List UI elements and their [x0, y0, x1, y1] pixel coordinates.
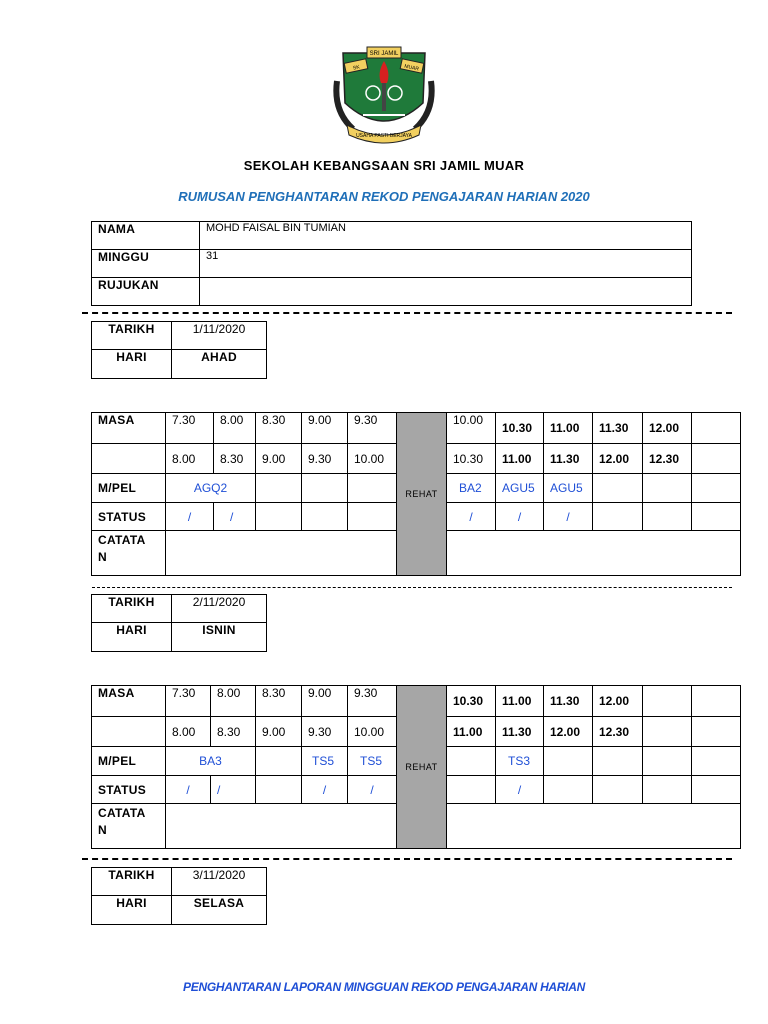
status-mark: / — [348, 776, 397, 804]
subject-cell: AGU5 — [496, 474, 544, 503]
time-end: 12.00 — [593, 444, 643, 474]
empty-cell — [692, 717, 741, 747]
logo-text-bottom: USAHA PASTI BERJAYA — [356, 133, 412, 139]
empty-cell — [643, 686, 692, 717]
time-start: 11.30 — [544, 686, 593, 717]
time-start: 12.00 — [643, 413, 692, 444]
time-start: 8.00 — [211, 686, 256, 717]
time-start: 8.00 — [214, 413, 256, 444]
empty-cell — [692, 776, 741, 804]
time-end: 10.30 — [447, 444, 496, 474]
status-mark: / — [214, 503, 256, 531]
empty-cell — [692, 413, 741, 444]
time-start: 12.00 — [593, 686, 643, 717]
time-end: 11.30 — [544, 444, 593, 474]
day2-date-table — [91, 594, 267, 652]
catatan-label: CATATA N — [92, 804, 166, 849]
empty-cell — [643, 474, 692, 503]
day3-date-table — [91, 867, 267, 925]
time-start: 9.30 — [348, 686, 397, 717]
empty-cell — [256, 474, 302, 503]
time-end: 8.00 — [166, 717, 211, 747]
empty-cell — [692, 503, 741, 531]
status-mark: / — [211, 776, 256, 804]
empty-cell — [256, 503, 302, 531]
day2-hari-value: ISNIN — [172, 623, 267, 652]
empty-cell — [643, 747, 692, 776]
mpel-label: M/PEL — [92, 747, 166, 776]
time-end: 11.00 — [496, 444, 544, 474]
logo-text-left: SK — [352, 64, 361, 72]
separator-line — [82, 858, 732, 860]
time-start: 9.00 — [302, 413, 348, 444]
empty-cell — [692, 686, 741, 717]
status-mark: / — [302, 776, 348, 804]
empty-cell — [544, 776, 593, 804]
time-end: 9.30 — [302, 444, 348, 474]
empty-cell — [643, 717, 692, 747]
masa-label: MASA — [92, 413, 166, 444]
day1-schedule-table — [91, 412, 741, 576]
masa-blank — [92, 444, 166, 474]
time-start: 10.30 — [447, 686, 496, 717]
empty-cell — [643, 503, 692, 531]
footer-title: PENGHANTARAN LAPORAN MINGGUAN REKOD PENGAJARAN HARIAN — [183, 980, 585, 994]
logo-text-top: SRI JAMIL — [369, 51, 399, 57]
info-table — [91, 221, 692, 306]
day1-date-table — [91, 321, 267, 379]
empty-cell — [692, 444, 741, 474]
minggu-label: MINGGU — [92, 250, 200, 278]
time-start: 10.00 — [447, 413, 496, 444]
subject-cell: BA2 — [447, 474, 496, 503]
hari-label: HARI — [92, 350, 172, 379]
tarikh-label: TARIKH — [92, 595, 172, 623]
time-start: 11.00 — [544, 413, 593, 444]
nama-value: MOHD FAISAL BIN TUMIAN — [200, 222, 692, 250]
hari-label: HARI — [92, 896, 172, 925]
school-logo — [333, 41, 435, 145]
status-mark: / — [496, 776, 544, 804]
time-end: 8.30 — [211, 717, 256, 747]
time-end: 9.30 — [302, 717, 348, 747]
day2-tarikh-value: 2/11/2020 — [172, 595, 267, 623]
time-start: 7.30 — [166, 413, 214, 444]
status-mark: / — [447, 503, 496, 531]
empty-cell — [544, 747, 593, 776]
mpel-label: M/PEL — [92, 474, 166, 503]
day3-tarikh-value: 3/11/2020 — [172, 868, 267, 896]
empty-cell — [447, 776, 496, 804]
catatan-label: CATATA N — [92, 531, 166, 576]
separator-line — [92, 587, 732, 588]
subject-cell: BA3 — [166, 747, 256, 776]
time-start: 8.30 — [256, 413, 302, 444]
time-start: 11.00 — [496, 686, 544, 717]
time-start: 7.30 — [166, 686, 211, 717]
status-mark: / — [166, 776, 211, 804]
empty-cell — [692, 747, 741, 776]
document-title: RUMUSAN PENGHANTARAN REKOD PENGAJARAN HARIAN 2020 — [178, 189, 590, 204]
status-mark: / — [166, 503, 214, 531]
status-mark: / — [496, 503, 544, 531]
separator-line — [82, 312, 732, 314]
status-mark: / — [544, 503, 593, 531]
time-end: 12.30 — [643, 444, 692, 474]
time-end: 8.00 — [166, 444, 214, 474]
tarikh-label: TARIKH — [92, 868, 172, 896]
day3-hari-value: SELASA — [172, 896, 267, 925]
time-start: 8.30 — [256, 686, 302, 717]
empty-cell — [643, 776, 692, 804]
time-end: 8.30 — [214, 444, 256, 474]
masa-blank — [92, 717, 166, 747]
time-end: 10.00 — [348, 444, 397, 474]
time-end: 11.00 — [447, 717, 496, 747]
empty-cell — [302, 474, 348, 503]
empty-cell — [348, 503, 397, 531]
empty-cell — [256, 776, 302, 804]
subject-cell: TS5 — [302, 747, 348, 776]
tarikh-label: TARIKH — [92, 322, 172, 350]
rujukan-value — [200, 278, 692, 306]
subject-cell: AGU5 — [544, 474, 593, 503]
nama-label: NAMA — [92, 222, 200, 250]
time-start: 9.30 — [348, 413, 397, 444]
empty-cell — [593, 503, 643, 531]
time-end: 10.00 — [348, 717, 397, 747]
day1-tarikh-value: 1/11/2020 — [172, 322, 267, 350]
masa-label: MASA — [92, 686, 166, 717]
time-start: 9.00 — [302, 686, 348, 717]
minggu-value: 31 — [200, 250, 692, 278]
rujukan-label: RUJUKAN — [92, 278, 200, 306]
time-end: 9.00 — [256, 444, 302, 474]
empty-cell — [593, 776, 643, 804]
time-end: 11.30 — [496, 717, 544, 747]
time-end: 12.00 — [544, 717, 593, 747]
empty-cell — [447, 747, 496, 776]
rehat-cell: REHAT — [397, 686, 447, 849]
subject-cell: TS5 — [348, 747, 397, 776]
subject-cell: AGQ2 — [166, 474, 256, 503]
school-name: SEKOLAH KEBANGSAAN SRI JAMIL MUAR — [243, 158, 525, 173]
catatan-value — [166, 531, 741, 576]
time-end: 12.30 — [593, 717, 643, 747]
catatan-value — [166, 804, 741, 849]
empty-cell — [692, 474, 741, 503]
empty-cell — [302, 503, 348, 531]
empty-cell — [593, 747, 643, 776]
time-start: 11.30 — [593, 413, 643, 444]
subject-cell: TS3 — [496, 747, 544, 776]
empty-cell — [256, 747, 302, 776]
hari-label: HARI — [92, 623, 172, 652]
status-label: STATUS — [92, 503, 166, 531]
empty-cell — [593, 474, 643, 503]
day1-hari-value: AHAD — [172, 350, 267, 379]
status-label: STATUS — [92, 776, 166, 804]
empty-cell — [348, 474, 397, 503]
logo-text-right: MUAR — [403, 63, 420, 73]
time-end: 9.00 — [256, 717, 302, 747]
time-start: 10.30 — [496, 413, 544, 444]
day2-schedule-table — [91, 685, 741, 849]
rehat-cell: REHAT — [397, 413, 447, 576]
